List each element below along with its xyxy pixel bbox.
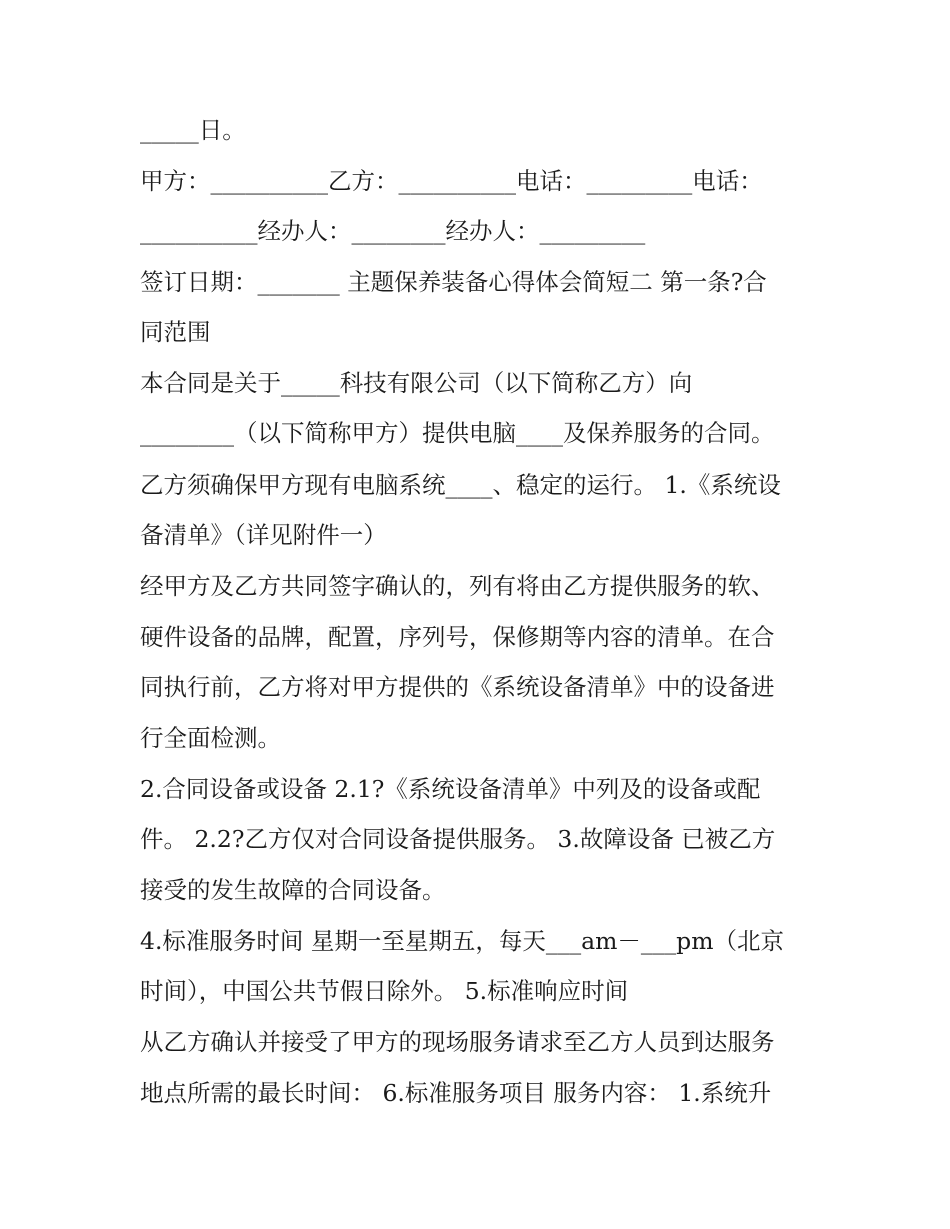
text-line: ________（以下简称甲方）提供电脑____及保养服务的合同。: [140, 419, 775, 447]
text-line: 签订日期：_______ 主题保养装备心得体会简短二 第一条?合: [140, 268, 767, 296]
text-line: 行全面检测。: [140, 724, 281, 752]
text-line: 本合同是关于_____科技有限公司（以下简称乙方）向: [140, 369, 693, 397]
text-line: 备清单》（详见附件一）: [140, 521, 387, 549]
text-line: 2.合同设备或设备 2.1?《系统设备清单》中列及的设备或配: [140, 775, 761, 803]
text-line: 件。 2.2?乙方仅对合同设备提供服务。 3.故障设备 已被乙方: [140, 825, 776, 853]
text-line: 同执行前，乙方将对甲方提供的《系统设备清单》中的设备进: [140, 673, 775, 701]
text-line: __________经办人：________经办人：_________: [140, 217, 646, 245]
text-line: 时间），中国公共节假日除外。 5.标准响应时间: [140, 977, 629, 1005]
text-line: 同范围: [140, 318, 211, 346]
text-line: 从乙方确认并接受了甲方的现场服务请求至乙方人员到达服务: [140, 1028, 775, 1056]
text-line: 甲方：__________乙方：__________电话：_________电话：: [140, 167, 763, 195]
text-line: 硬件设备的品牌，配置，序列号，保修期等内容的清单。在合: [140, 623, 775, 651]
text-line: 地点所需的最长时间： 6.标准服务项目 服务内容： 1.系统升: [140, 1079, 772, 1107]
text-line: 接受的发生故障的合同设备。: [140, 876, 446, 904]
text-line: 经甲方及乙方共同签字确认的，列有将由乙方提供服务的软、: [140, 572, 775, 600]
text-line: 乙方须确保甲方现有电脑系统____、稳定的运行。 1.《系统设: [140, 471, 781, 499]
text-line: 4.标准服务时间 星期一至星期五，每天___am－___pm（北京: [140, 927, 785, 955]
text-line: _____日。: [140, 116, 246, 144]
